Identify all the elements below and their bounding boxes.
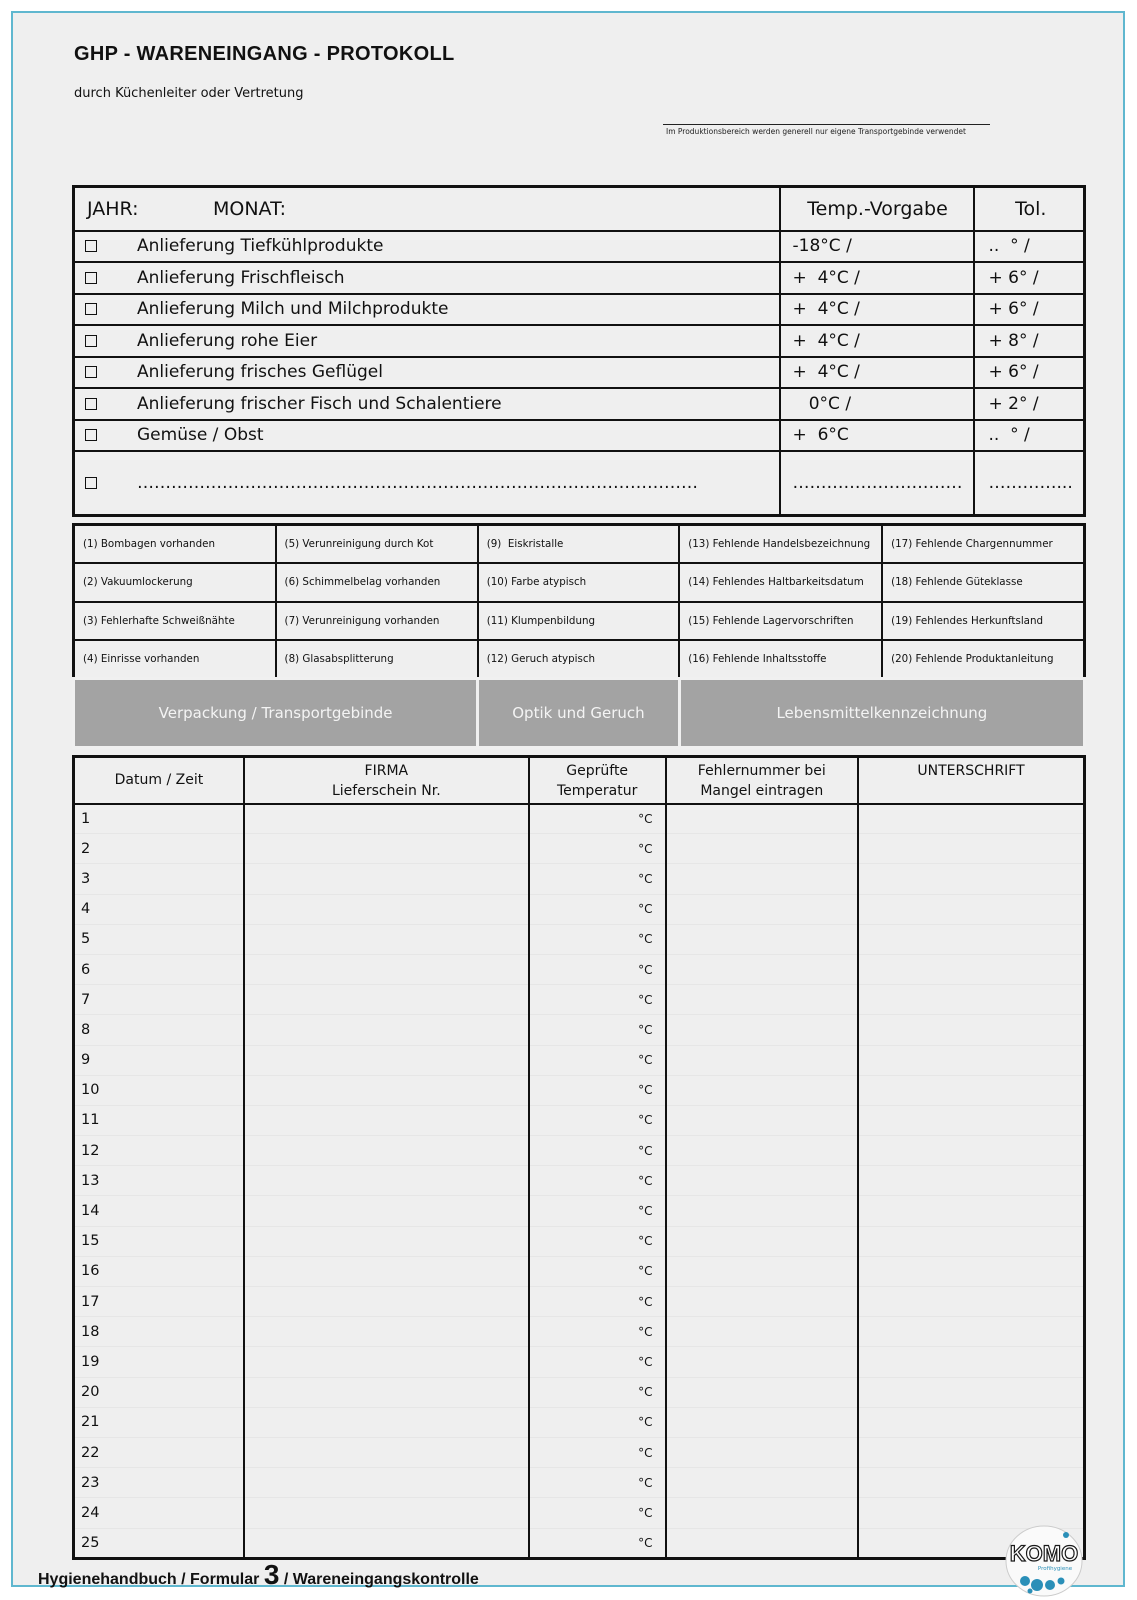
signature-cell[interactable] — [858, 804, 1084, 834]
row-number[interactable]: 16 — [74, 1256, 244, 1286]
log-row — [74, 1226, 1085, 1256]
temp-cell[interactable] — [529, 924, 666, 954]
error-number-cell[interactable] — [666, 1045, 859, 1075]
product-tol: + 6° / — [974, 294, 1085, 326]
signature-cell[interactable] — [858, 1136, 1084, 1166]
product-name: Anlieferung Frischfleisch — [137, 267, 345, 288]
signature-cell[interactable] — [858, 1377, 1084, 1407]
celsius-unit: °C — [638, 1475, 653, 1490]
product-name: Anlieferung frisches Geflügel — [137, 362, 383, 383]
firma-cell[interactable] — [244, 1437, 529, 1467]
firma-cell[interactable] — [244, 1317, 529, 1347]
row-number[interactable]: 7 — [74, 985, 244, 1015]
form-title: GHP - WARENEINGANG - PROTOKOLL — [74, 43, 455, 65]
defect-code: (20) Fehlende Produktanleitung — [882, 640, 1084, 679]
row-number[interactable]: 25 — [74, 1528, 244, 1558]
temp-cell[interactable] — [529, 1075, 666, 1105]
komo-logo — [1003, 1523, 1085, 1599]
temp-cell[interactable] — [529, 894, 666, 924]
firma-cell[interactable] — [244, 804, 529, 834]
product-row — [74, 325, 1085, 357]
form-page — [11, 11, 1125, 1590]
celsius-unit: °C — [638, 841, 653, 856]
defect-code: (9) Eiskristalle — [478, 525, 680, 564]
defect-code: (5) Verunreinigung durch Kot — [276, 525, 478, 564]
temp-cell[interactable] — [529, 1347, 666, 1377]
defect-code: (6) Schimmelbelag vorhanden — [276, 563, 478, 602]
year-label: JAHR: — [87, 197, 139, 220]
col-error-line1: Fehlernummer bei — [697, 763, 826, 779]
product-row — [74, 357, 1085, 389]
temp-cell[interactable] — [529, 1468, 666, 1498]
defect-codes-table — [72, 523, 1086, 749]
category-optics: Optik und Geruch — [478, 679, 680, 748]
signature-cell[interactable] — [858, 834, 1084, 864]
defect-code: (19) Fehlendes Herkunftsland — [882, 602, 1084, 641]
firma-cell[interactable] — [244, 1226, 529, 1256]
log-row — [74, 1437, 1085, 1467]
defect-code: (8) Glasabsplitterung — [276, 640, 478, 679]
signature-cell[interactable] — [858, 924, 1084, 954]
firma-cell[interactable] — [244, 1075, 529, 1105]
temp-cell[interactable] — [529, 954, 666, 984]
signature-cell[interactable] — [858, 1105, 1084, 1135]
row-number[interactable]: 12 — [74, 1136, 244, 1166]
error-number-cell[interactable] — [666, 1528, 859, 1558]
error-number-cell[interactable] — [666, 985, 859, 1015]
defect-code: (16) Fehlende Inhaltsstoffe — [679, 640, 882, 679]
log-row — [74, 1136, 1085, 1166]
col-temp-header — [529, 757, 666, 804]
celsius-unit: °C — [638, 811, 653, 826]
row-number[interactable]: 6 — [74, 954, 244, 984]
celsius-unit: °C — [638, 1022, 653, 1037]
product-tol: + 8° / — [974, 325, 1085, 357]
defect-code-row — [74, 640, 1085, 679]
category-labeling: Lebensmittelkennzeichnung — [679, 679, 1084, 748]
category-band — [74, 679, 1085, 748]
signature-line — [663, 124, 990, 125]
defect-code: (11) Klumpenbildung — [478, 602, 680, 641]
temp-cell[interactable] — [529, 1498, 666, 1528]
row-number[interactable]: 8 — [74, 1015, 244, 1045]
celsius-unit: °C — [638, 902, 653, 917]
error-number-cell[interactable] — [666, 1287, 859, 1317]
firma-cell[interactable] — [244, 1498, 529, 1528]
error-number-cell[interactable] — [666, 804, 859, 834]
log-row — [74, 1347, 1085, 1377]
checkbox[interactable] — [85, 303, 97, 315]
firma-cell[interactable] — [244, 954, 529, 984]
firma-cell[interactable] — [244, 924, 529, 954]
product-temp: + 6°C — [780, 420, 974, 452]
logo-text: KOMO — [1009, 1541, 1079, 1566]
product-name: Anlieferung Milch und Milchprodukte — [137, 299, 449, 320]
checkbox[interactable] — [85, 272, 97, 284]
log-row — [74, 1256, 1085, 1286]
defect-code-row — [74, 563, 1085, 602]
firma-cell[interactable] — [244, 1407, 529, 1437]
error-number-cell[interactable] — [666, 1437, 859, 1467]
error-number-cell[interactable] — [666, 1347, 859, 1377]
row-number[interactable]: 23 — [74, 1468, 244, 1498]
row-number[interactable]: 17 — [74, 1287, 244, 1317]
product-temp: 0°C / — [780, 388, 974, 420]
firma-cell[interactable] — [244, 1105, 529, 1135]
logo-subtext: Profihygiene — [1037, 1566, 1073, 1572]
celsius-unit: °C — [638, 1173, 653, 1188]
firma-cell[interactable] — [244, 894, 529, 924]
product-row — [74, 388, 1085, 420]
log-row — [74, 1196, 1085, 1226]
log-row — [74, 1377, 1085, 1407]
signature-cell[interactable] — [858, 1045, 1084, 1075]
signature-cell[interactable] — [858, 1256, 1084, 1286]
firma-cell[interactable] — [244, 1196, 529, 1226]
row-number[interactable]: 22 — [74, 1437, 244, 1467]
defect-code: (18) Fehlende Güteklasse — [882, 563, 1084, 602]
temp-cell[interactable] — [529, 1437, 666, 1467]
col-firma-header — [244, 757, 529, 804]
temp-cell[interactable] — [529, 1377, 666, 1407]
signature-cell[interactable] — [858, 1347, 1084, 1377]
celsius-unit: °C — [638, 1505, 653, 1520]
product-temp: + 4°C / — [780, 325, 974, 357]
error-number-cell[interactable] — [666, 954, 859, 984]
custom-product-name[interactable]: ……………………………………………………………………………………… — [137, 472, 698, 493]
product-name: Anlieferung rohe Eier — [137, 330, 318, 351]
defect-code: (1) Bombagen vorhanden — [74, 525, 276, 564]
temp-cell[interactable] — [529, 1166, 666, 1196]
row-number[interactable]: 2 — [74, 834, 244, 864]
log-row — [74, 894, 1085, 924]
row-number[interactable]: 9 — [74, 1045, 244, 1075]
log-row — [74, 954, 1085, 984]
log-row — [74, 1045, 1085, 1075]
log-row — [74, 864, 1085, 894]
log-row — [74, 1528, 1085, 1558]
row-number[interactable]: 1 — [74, 804, 244, 834]
log-row — [74, 985, 1085, 1015]
checkbox[interactable] — [85, 366, 97, 378]
log-row — [74, 1317, 1085, 1347]
log-row — [74, 1015, 1085, 1045]
celsius-unit: °C — [638, 962, 653, 977]
error-number-cell[interactable] — [666, 1075, 859, 1105]
product-row — [74, 294, 1085, 326]
checkbox[interactable] — [85, 335, 97, 347]
celsius-unit: °C — [638, 1234, 653, 1249]
firma-cell[interactable] — [244, 1256, 529, 1286]
defect-code: (12) Geruch atypisch — [478, 640, 680, 679]
temp-cell[interactable] — [529, 1015, 666, 1045]
celsius-unit: °C — [638, 1445, 653, 1460]
footer-part1: Hygienehandbuch / Formular — [38, 1571, 264, 1588]
defect-code: (7) Verunreinigung vorhanden — [276, 602, 478, 641]
row-number[interactable]: 3 — [74, 864, 244, 894]
celsius-unit: °C — [638, 871, 653, 886]
error-number-cell[interactable] — [666, 894, 859, 924]
product-temp: + 4°C / — [780, 357, 974, 389]
error-number-cell[interactable] — [666, 1105, 859, 1135]
col-firma-line1: FIRMA — [364, 763, 409, 779]
product-temp: + 4°C / — [780, 262, 974, 294]
temp-header: Temp.-Vorgabe — [780, 187, 974, 231]
signature-cell[interactable] — [858, 1468, 1084, 1498]
row-number[interactable]: 10 — [74, 1075, 244, 1105]
col-date-header: Datum / Zeit — [74, 757, 244, 804]
product-temp: -18°C / — [780, 231, 974, 263]
product-tol: .. ° / — [974, 420, 1085, 452]
temp-cell[interactable] — [529, 1105, 666, 1135]
row-number[interactable]: 4 — [74, 894, 244, 924]
product-row — [74, 231, 1085, 263]
transport-note: Im Produktionsbereich werden generell nur eigene Transportgebinde verwendet — [666, 127, 966, 136]
temp-cell[interactable] — [529, 1317, 666, 1347]
signature-cell[interactable] — [858, 1015, 1084, 1045]
error-number-cell[interactable] — [666, 1015, 859, 1045]
firma-cell[interactable] — [244, 1528, 529, 1558]
defect-code: (2) Vakuumlockerung — [74, 563, 276, 602]
product-temp: + 4°C / — [780, 294, 974, 326]
product-tol: .. ° / — [974, 231, 1085, 263]
col-temp-line1: Geprüfte — [566, 763, 629, 779]
row-number[interactable]: 21 — [74, 1407, 244, 1437]
temp-cell[interactable] — [529, 985, 666, 1015]
col-sign-header: UNTERSCHRIFT — [858, 757, 1084, 804]
defect-code: (10) Farbe atypisch — [478, 563, 680, 602]
temp-cell[interactable] — [529, 1226, 666, 1256]
row-number[interactable]: 24 — [74, 1498, 244, 1528]
row-number[interactable]: 13 — [74, 1166, 244, 1196]
celsius-unit: °C — [638, 1324, 653, 1339]
temp-cell[interactable] — [529, 1196, 666, 1226]
signature-cell[interactable] — [858, 1317, 1084, 1347]
temp-cell[interactable] — [529, 1045, 666, 1075]
signature-cell[interactable] — [858, 1287, 1084, 1317]
signature-cell[interactable] — [858, 954, 1084, 984]
row-number[interactable]: 5 — [74, 924, 244, 954]
firma-cell[interactable] — [244, 1468, 529, 1498]
firma-cell[interactable] — [244, 1166, 529, 1196]
signature-cell[interactable] — [858, 1075, 1084, 1105]
product-table-header — [74, 187, 1085, 231]
tol-header: Tol. — [974, 187, 1085, 231]
defect-code: (14) Fehlendes Haltbarkeitsdatum — [679, 563, 882, 602]
log-row — [74, 1105, 1085, 1135]
product-name: Gemüse / Obst — [137, 425, 264, 446]
celsius-unit: °C — [638, 1264, 653, 1279]
custom-product-tol[interactable]: …………... — [974, 451, 1085, 515]
error-number-cell[interactable] — [666, 834, 859, 864]
col-firma-line2: Lieferschein Nr. — [331, 783, 441, 799]
year-month-cell[interactable] — [74, 187, 780, 231]
checkbox[interactable] — [85, 429, 97, 441]
temp-cell[interactable] — [529, 1528, 666, 1558]
signature-cell[interactable] — [858, 894, 1084, 924]
product-tol: + 6° / — [974, 262, 1085, 294]
row-number[interactable]: 19 — [74, 1347, 244, 1377]
log-row — [74, 924, 1085, 954]
defect-code-row — [74, 602, 1085, 641]
checkbox[interactable] — [85, 240, 97, 252]
firma-cell[interactable] — [244, 834, 529, 864]
signature-cell[interactable] — [858, 1407, 1084, 1437]
col-error-header — [666, 757, 859, 804]
firma-cell[interactable] — [244, 1287, 529, 1317]
celsius-unit: °C — [638, 1415, 653, 1430]
row-number[interactable]: 11 — [74, 1105, 244, 1135]
signature-cell[interactable] — [858, 1166, 1084, 1196]
footer-part2: / Wareneingangskontrolle — [279, 1571, 479, 1588]
celsius-unit: °C — [638, 1143, 653, 1158]
log-row — [74, 804, 1085, 834]
celsius-unit: °C — [638, 1354, 653, 1369]
product-temperature-table — [72, 185, 1086, 517]
form-footer — [38, 1559, 479, 1591]
product-tol: + 6° / — [974, 357, 1085, 389]
defect-code: (17) Fehlende Chargennummer — [882, 525, 1084, 564]
delivery-log-table — [72, 755, 1086, 1560]
row-number[interactable]: 18 — [74, 1317, 244, 1347]
defect-code: (13) Fehlende Handelsbezeichnung — [679, 525, 882, 564]
signature-cell[interactable] — [858, 1226, 1084, 1256]
firma-cell[interactable] — [244, 1045, 529, 1075]
row-number[interactable]: 15 — [74, 1226, 244, 1256]
error-number-cell[interactable] — [666, 1407, 859, 1437]
firma-cell[interactable] — [244, 864, 529, 894]
checkbox[interactable] — [85, 477, 97, 489]
product-name: Anlieferung Tiefkühlprodukte — [137, 236, 384, 257]
error-number-cell[interactable] — [666, 1226, 859, 1256]
temp-cell[interactable] — [529, 1256, 666, 1286]
log-row — [74, 1498, 1085, 1528]
defect-code: (15) Fehlende Lagervorschriften — [679, 602, 882, 641]
error-number-cell[interactable] — [666, 1166, 859, 1196]
temp-cell[interactable] — [529, 804, 666, 834]
error-number-cell[interactable] — [666, 1468, 859, 1498]
firma-cell[interactable] — [244, 1347, 529, 1377]
col-error-line2: Mangel eintragen — [700, 783, 824, 799]
celsius-unit: °C — [638, 1053, 653, 1068]
celsius-unit: °C — [638, 1083, 653, 1098]
log-row — [74, 1166, 1085, 1196]
category-packaging: Verpackung / Transportgebinde — [74, 679, 478, 748]
product-name: Anlieferung frischer Fisch und Schalentiere — [137, 393, 502, 414]
celsius-unit: °C — [638, 1294, 653, 1309]
log-row — [74, 1287, 1085, 1317]
log-row — [74, 834, 1085, 864]
signature-cell[interactable] — [858, 1437, 1084, 1467]
error-number-cell[interactable] — [666, 1498, 859, 1528]
error-number-cell[interactable] — [666, 1136, 859, 1166]
form-number: 3 — [263, 1559, 280, 1590]
signature-cell[interactable] — [858, 985, 1084, 1015]
firma-cell[interactable] — [244, 1377, 529, 1407]
custom-product-temp[interactable]: ………………………… — [780, 451, 974, 515]
log-row — [74, 1407, 1085, 1437]
firma-cell[interactable] — [244, 1015, 529, 1045]
col-temp-line2: Temperatur — [556, 783, 638, 799]
celsius-unit: °C — [638, 1385, 653, 1400]
error-number-cell[interactable] — [666, 1196, 859, 1226]
custom-product-row — [74, 451, 1085, 515]
product-row — [74, 420, 1085, 452]
row-number[interactable]: 14 — [74, 1196, 244, 1226]
product-tol: + 2° / — [974, 388, 1085, 420]
celsius-unit: °C — [638, 1113, 653, 1128]
month-label: MONAT: — [213, 197, 287, 220]
celsius-unit: °C — [638, 1204, 653, 1219]
error-number-cell[interactable] — [666, 864, 859, 894]
temp-cell[interactable] — [529, 1407, 666, 1437]
temp-cell[interactable] — [529, 1287, 666, 1317]
firma-cell[interactable] — [244, 1136, 529, 1166]
signature-cell[interactable] — [858, 864, 1084, 894]
form-subtitle: durch Küchenleiter oder Vertretung — [74, 86, 304, 101]
log-row — [74, 1075, 1085, 1105]
row-number[interactable]: 20 — [74, 1377, 244, 1407]
temp-cell[interactable] — [529, 834, 666, 864]
temp-cell[interactable] — [529, 1136, 666, 1166]
checkbox[interactable] — [85, 398, 97, 410]
log-row — [74, 1468, 1085, 1498]
log-table-header — [74, 757, 1085, 804]
defect-code-row — [74, 525, 1085, 564]
signature-cell[interactable] — [858, 1196, 1084, 1226]
defect-code: (3) Fehlerhafte Schweißnähte — [74, 602, 276, 641]
celsius-unit: °C — [638, 1535, 653, 1550]
error-number-cell[interactable] — [666, 1377, 859, 1407]
product-row — [74, 262, 1085, 294]
celsius-unit: °C — [638, 932, 653, 947]
temp-cell[interactable] — [529, 864, 666, 894]
error-number-cell[interactable] — [666, 924, 859, 954]
defect-code: (4) Einrisse vorhanden — [74, 640, 276, 679]
error-number-cell[interactable] — [666, 1317, 859, 1347]
error-number-cell[interactable] — [666, 1256, 859, 1286]
firma-cell[interactable] — [244, 985, 529, 1015]
celsius-unit: °C — [638, 992, 653, 1007]
